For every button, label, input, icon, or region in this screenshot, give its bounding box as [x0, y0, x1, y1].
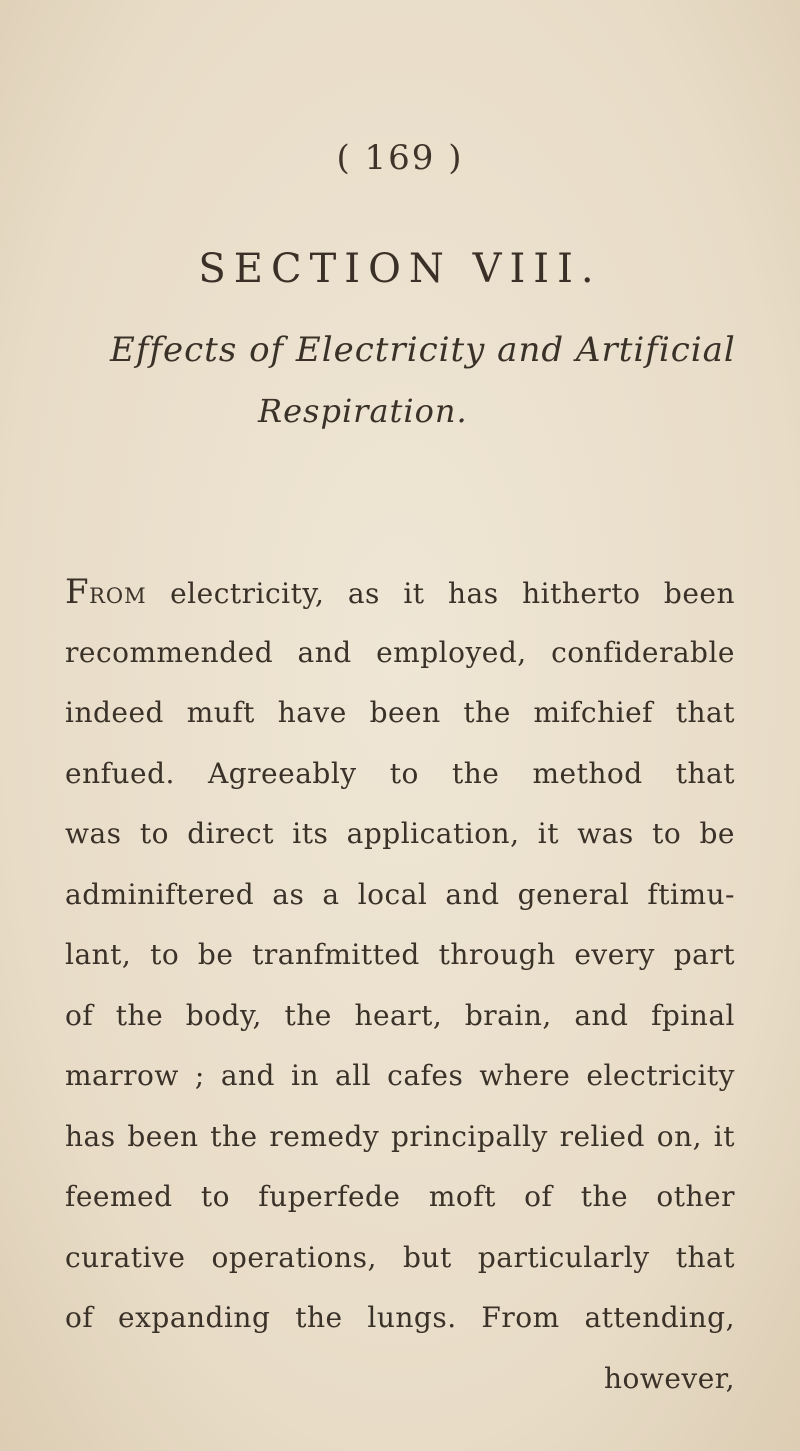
drop-cap: F [65, 572, 90, 612]
section-subtitle-line-1: Effects of Electricity and Artificial [110, 330, 736, 370]
body-line: of the body, the heart, brain, and fpinal [65, 998, 735, 1032]
body-line: was to direct its application, it was to be [65, 817, 735, 850]
section-subtitle-line-2: Respiration. [258, 392, 468, 430]
small-caps-word: ROM [89, 584, 147, 608]
section-heading: SECTION VIII. [198, 246, 602, 292]
body-line: curative operations, but particularly that [65, 1240, 735, 1274]
first-line-text: electricity, as it has hitherto been [146, 577, 735, 610]
body-line: lant, to be tranfmitted through every part [65, 938, 735, 971]
body-line: feemed to fuperfede moft of the other [65, 1180, 735, 1213]
body-line: enfued. Agreeably to the method that [65, 756, 735, 790]
body-line: of expanding the lungs. From attending, [65, 1301, 735, 1334]
body-line: marrow ; and in all cafes where electricity [65, 1059, 735, 1092]
body-line: indeed muft have been the mifchief that [65, 696, 735, 729]
body-line: has been the remedy principally relied on, it [65, 1119, 735, 1153]
body-line-1 [65, 572, 735, 633]
page-number: ( 169 ) [336, 138, 464, 178]
catchword: however, [603, 1361, 735, 1395]
body-line: adminiftered as a local and general ftimu- [65, 877, 735, 911]
body-text [65, 572, 735, 1419]
body-line: recommended and employed, confiderable [65, 635, 735, 669]
